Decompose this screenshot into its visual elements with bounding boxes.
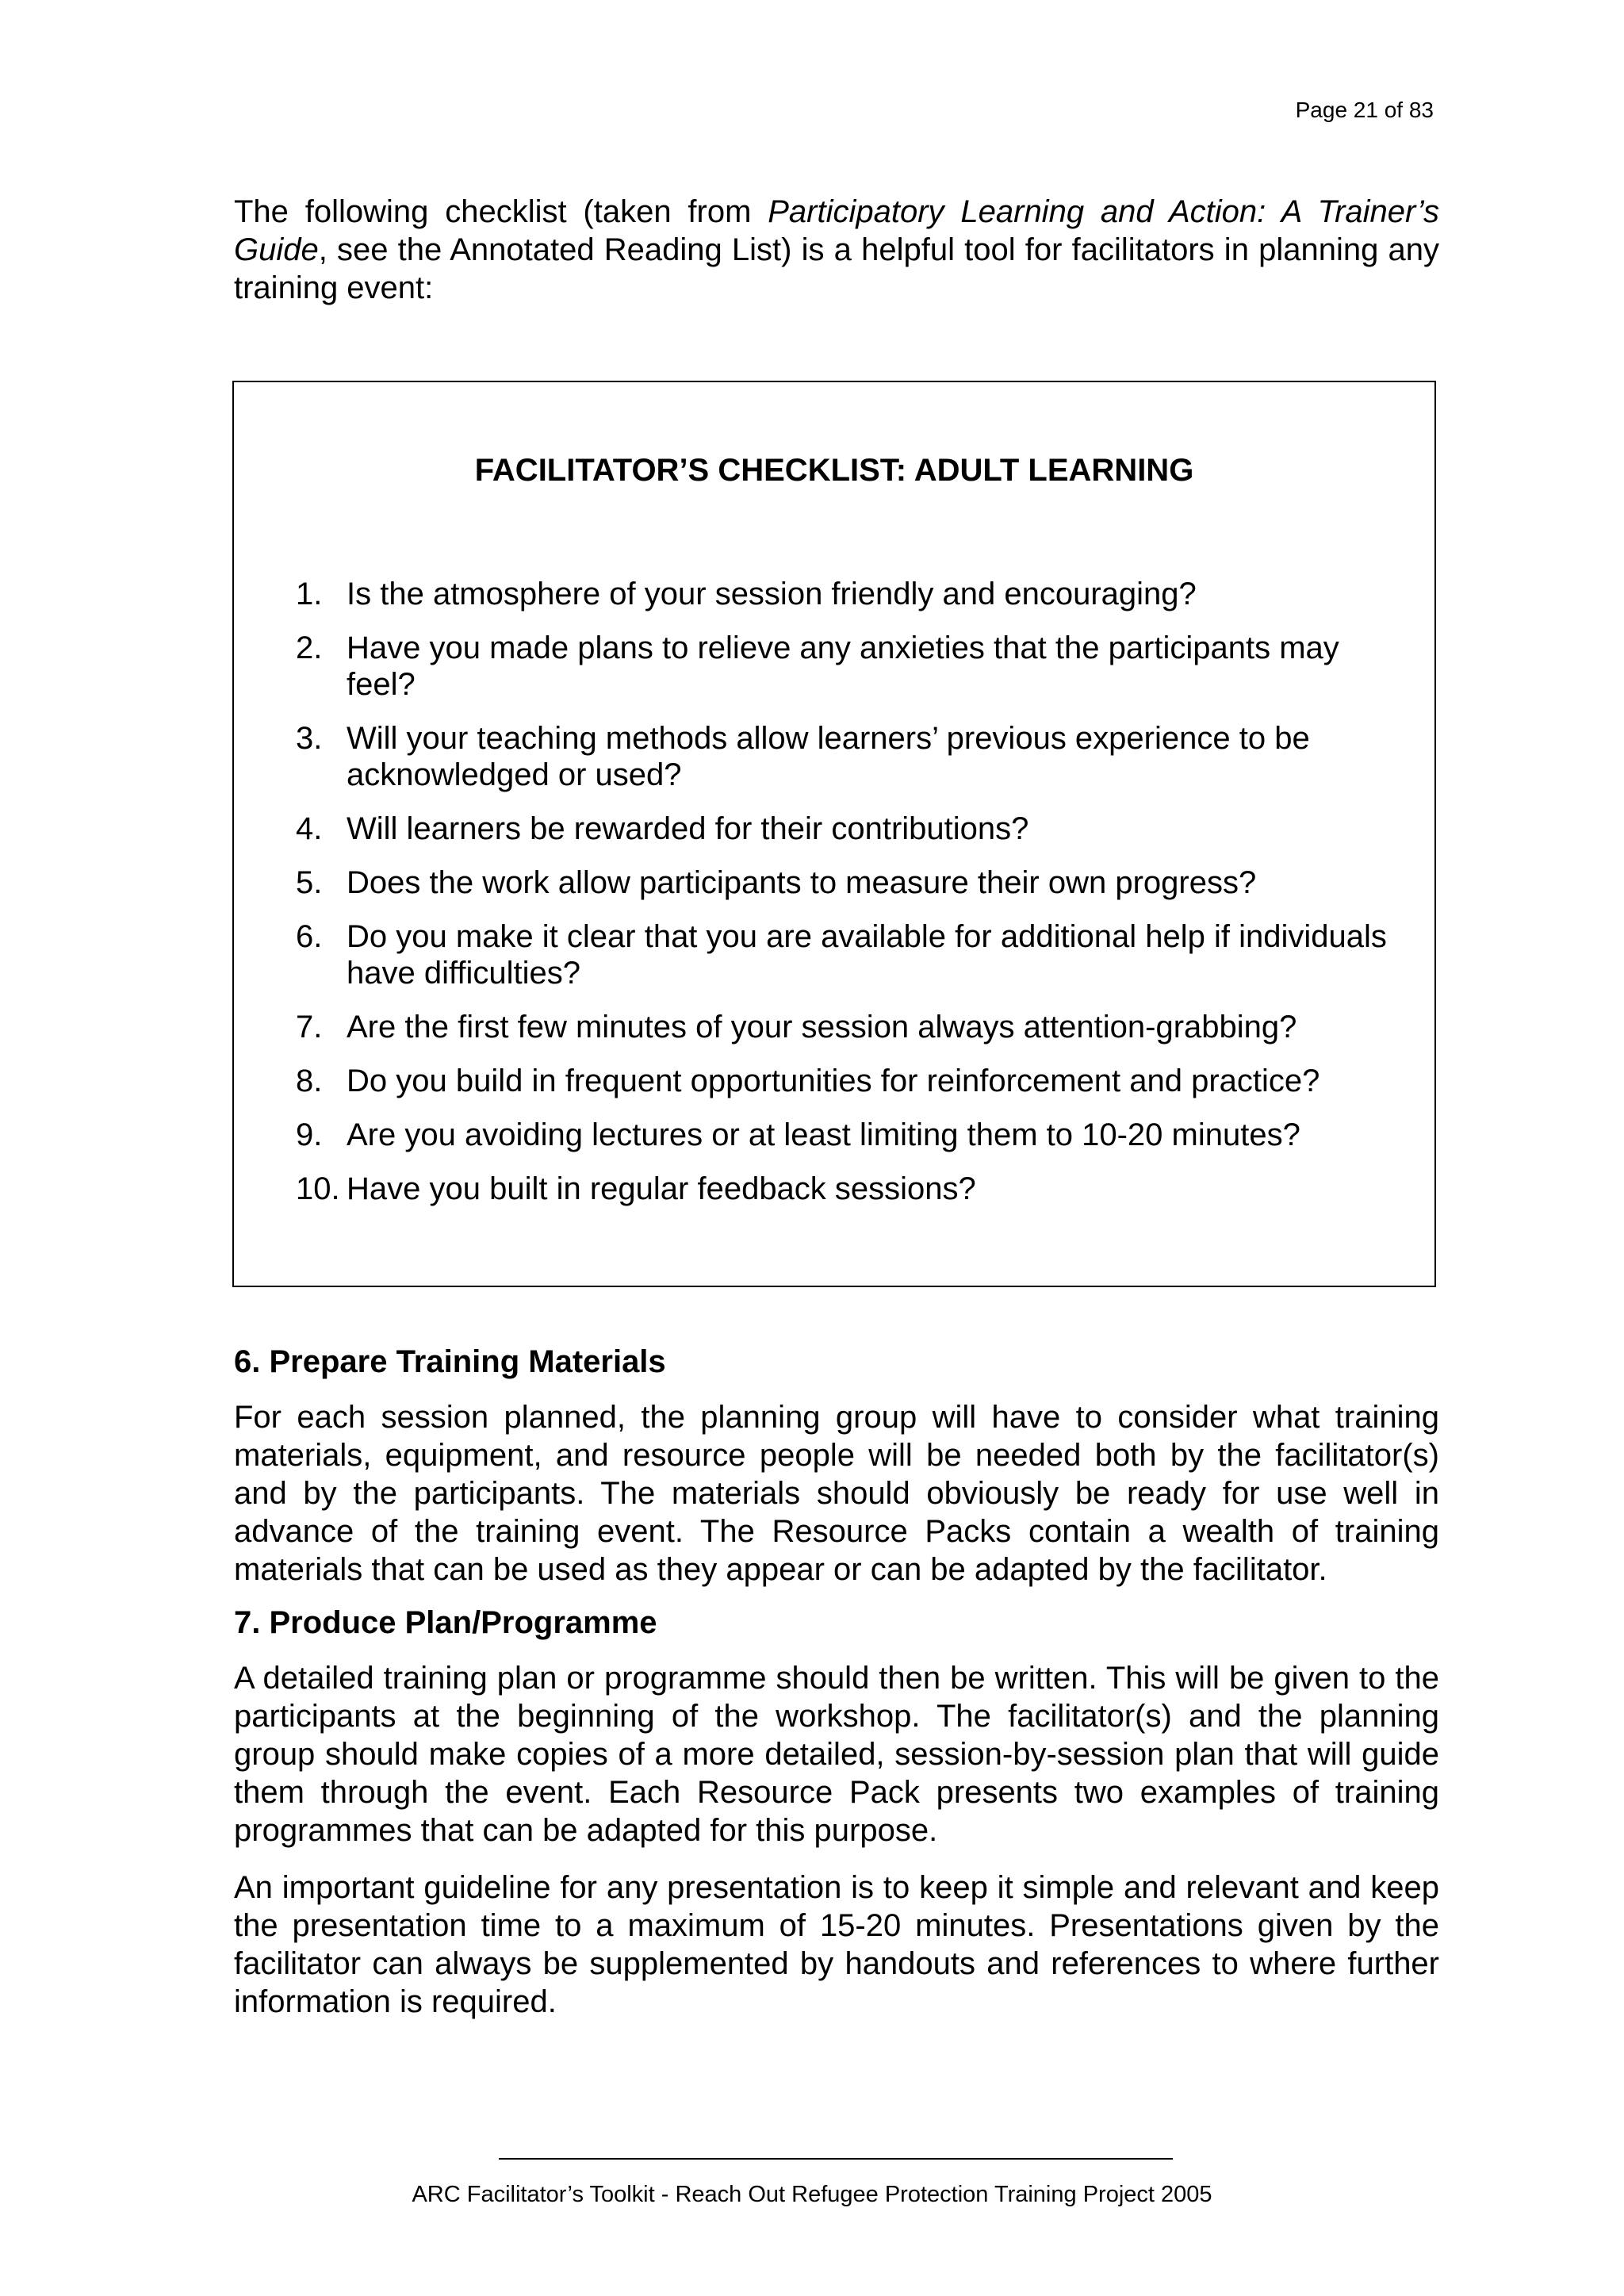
checklist-item <box>296 1009 1398 1045</box>
checklist-item <box>296 1063 1398 1099</box>
checklist-item-number: 5. <box>296 865 323 900</box>
checklist-item <box>296 720 1398 793</box>
checklist-item <box>296 630 1398 703</box>
checklist-item-text: Are the first few minutes of your session always attention-grabbing? <box>347 1010 1297 1045</box>
section-heading: 7. Produce Plan/Programme <box>234 1605 657 1640</box>
checklist-item-number: 10. <box>296 1171 340 1206</box>
footer-divider <box>499 2158 1173 2160</box>
checklist-item-text: Will your teaching methods allow learners’ previous experience to be acknowledged or used? <box>347 721 1310 792</box>
checklist-item-text: Does the work allow participants to measure their own progress? <box>347 865 1257 900</box>
intro-text-start: The following checklist (taken from <box>234 194 768 229</box>
checklist-item <box>296 1117 1398 1153</box>
intro-paragraph <box>234 193 1439 307</box>
checklist-item-text: Will learners be rewarded for their contributions? <box>347 811 1029 846</box>
section-prepare-training-materials <box>234 1343 1439 1589</box>
checklist-item-text: Do you make it clear that you are available for additional help if individuals have difficulties? <box>347 919 1387 991</box>
section-heading: 6. Prepare Training Materials <box>234 1344 666 1379</box>
checklist-item-text: Have you built in regular feedback sessions? <box>347 1171 976 1206</box>
checklist-item <box>296 1171 1398 1207</box>
checklist-item <box>296 918 1398 991</box>
book-title: Participatory Learning and Action: A Trainer’s Guide <box>234 194 1439 267</box>
section-paragraph: A detailed training plan or programme should then be written. This will be given to the participants at the beginning of the workshop. The facilitator(s) and the planning group should make copies of a more detailed, session-by-session plan that will guide them through the event. Each Resource Pack presents two examples of training programmes that can be adapted for this purpose. <box>234 1661 1439 1848</box>
checklist-title: FACILITATOR’S CHECKLIST: ADULT LEARNING <box>474 453 1194 488</box>
checklist-item-text: Have you made plans to relieve any anxieties that the participants may feel? <box>347 631 1339 702</box>
checklist-item-number: 3. <box>296 721 323 756</box>
checklist-item-number: 4. <box>296 811 323 846</box>
section-paragraph: An important guideline for any presentation is to keep it simple and relevant and keep the presentation time to a maximum of 15-20 minutes. Presentations given by the facilitator can always be supplemented by handouts and references to where further information is required. <box>234 1870 1439 2019</box>
checklist-item-number: 6. <box>296 919 323 954</box>
page-number: Page 21 of 83 <box>1295 98 1434 122</box>
section-produce-plan <box>234 1604 1439 2021</box>
checklist-item <box>296 811 1398 847</box>
checklist-item-number: 9. <box>296 1117 323 1152</box>
checklist-item-text: Are you avoiding lectures or at least limiting them to 10-20 minutes? <box>347 1117 1300 1152</box>
checklist-item <box>296 864 1398 901</box>
section-paragraph: For each session planned, the planning group will have to consider what training materials, equipment, and resource people will be needed both by the facilitator(s) and by the participants. The materials should obviously be ready for use well in advance of the training event. The Resource Packs contain a wealth of training materials that can be used as they appear or can be adapted by the facilitator. <box>234 1400 1439 1587</box>
checklist-item-number: 7. <box>296 1010 323 1045</box>
checklist-item-number: 8. <box>296 1064 323 1098</box>
checklist-item-number: 2. <box>296 631 323 665</box>
intro-text-end: , see the Annotated Reading List) is a helpful tool for facilitators in planning any training event: <box>234 232 1439 305</box>
checklist-item-number: 1. <box>296 577 323 611</box>
footer-text: ARC Facilitator’s Toolkit - Reach Out Refugee Protection Training Project 2005 <box>412 2182 1212 2207</box>
checklist-item-text: Do you build in frequent opportunities for reinforcement and practice? <box>347 1064 1320 1098</box>
checklist-box <box>232 381 1436 1287</box>
checklist-item-text: Is the atmosphere of your session friendly and encouraging? <box>347 577 1197 611</box>
checklist-list <box>296 576 1398 1225</box>
checklist-item <box>296 576 1398 612</box>
